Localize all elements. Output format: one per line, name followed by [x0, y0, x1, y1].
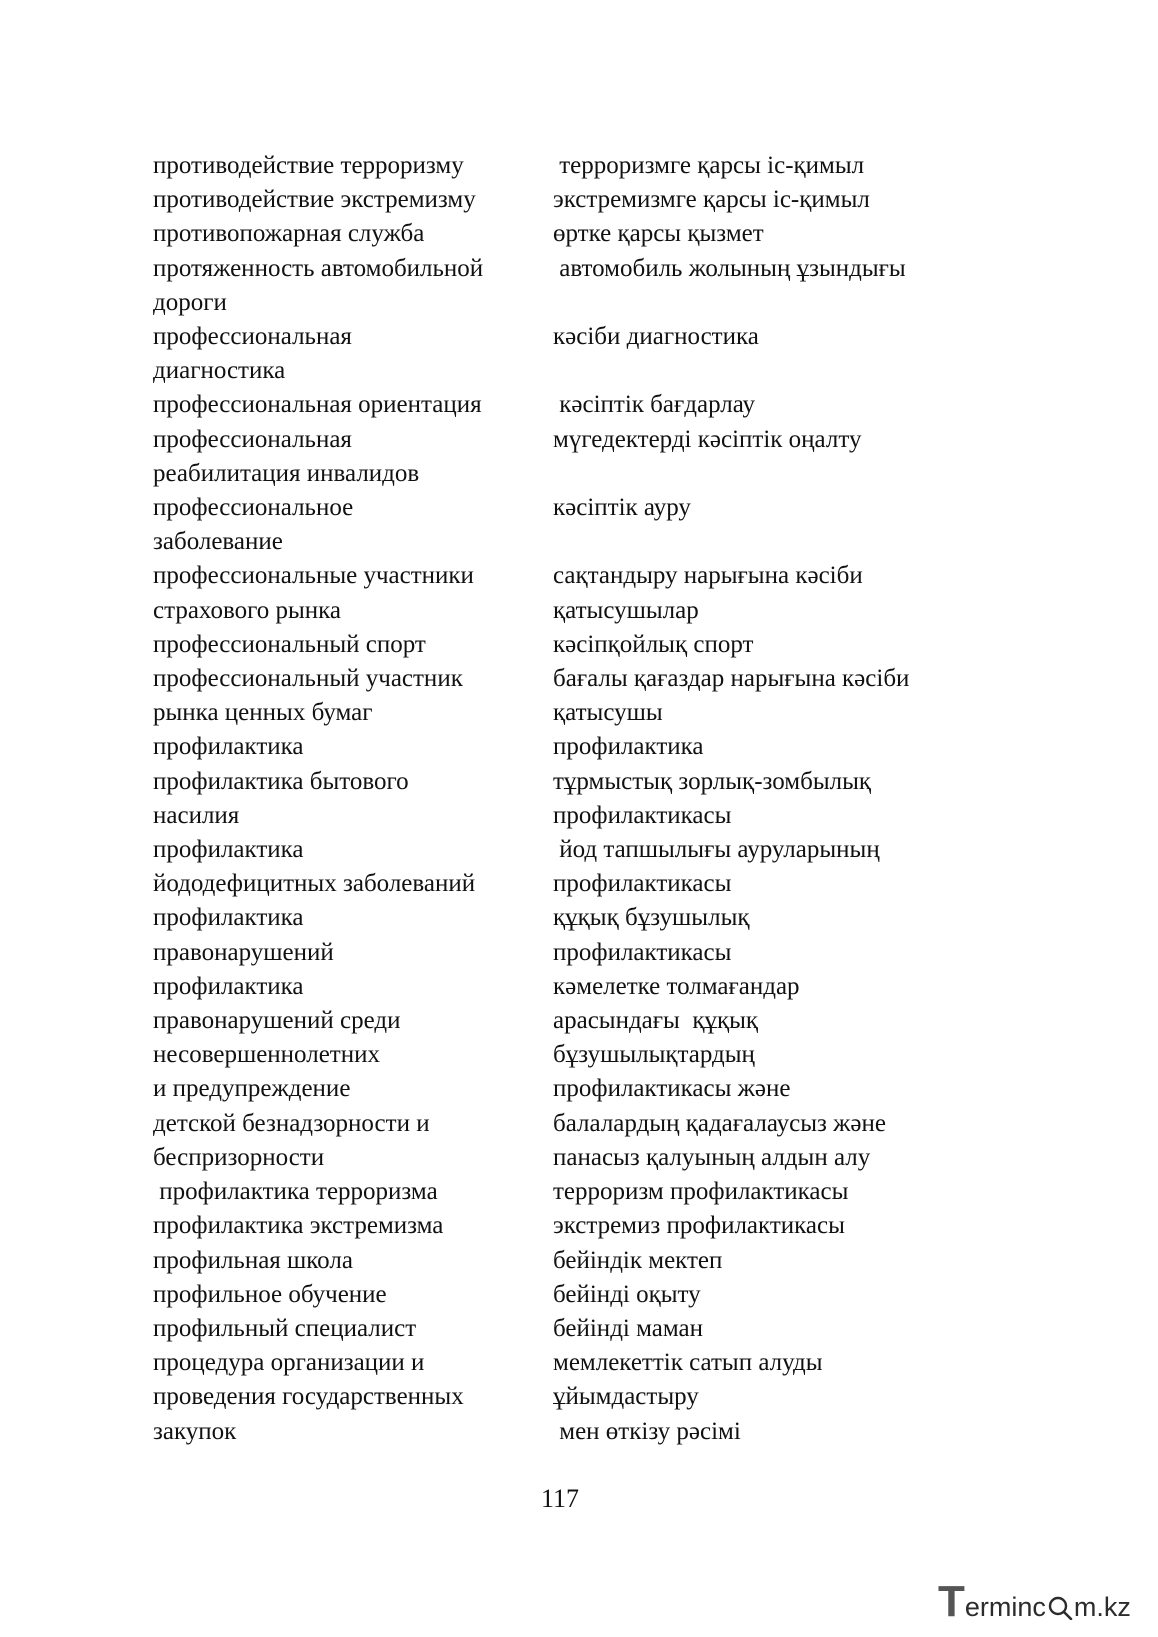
glossary-row — [153, 1038, 983, 1072]
glossary-row — [153, 491, 983, 525]
glossary-row — [153, 1346, 983, 1380]
glossary-row — [153, 1312, 983, 1346]
glossary-row — [153, 662, 983, 696]
glossary-row — [153, 936, 983, 970]
glossary-row — [153, 354, 983, 388]
term-russian: профильный специалист — [153, 1314, 417, 1342]
term-kazakh: профилактикасы — [553, 801, 732, 829]
glossary-row — [153, 628, 983, 662]
term-kazakh: экстремизмге қарсы іс-қимыл — [553, 186, 870, 214]
term-russian: дороги — [153, 288, 227, 316]
term-russian: насилия — [153, 801, 240, 829]
term-russian: и предупреждение — [153, 1075, 351, 1103]
term-russian: профессиональный спорт — [153, 630, 426, 658]
glossary-row — [153, 1244, 983, 1278]
term-kazakh: кәсіптік бағдарлау — [553, 391, 756, 419]
glossary-list — [153, 149, 983, 1449]
term-russian: профилактика — [153, 972, 304, 1000]
glossary-row — [153, 799, 983, 833]
term-kazakh — [553, 286, 983, 320]
term-kazakh: бейінді маман — [553, 1314, 703, 1342]
term-russian: диагностика — [153, 357, 286, 385]
term-kazakh: бейіндік мектеп — [553, 1246, 723, 1274]
term-kazakh: профилактика — [553, 733, 704, 761]
term-kazakh: сақтандыру нарығына кәсіби — [553, 562, 863, 590]
glossary-row — [153, 1107, 983, 1141]
term-russian: профильная школа — [153, 1246, 353, 1274]
term-russian: профилактика — [153, 836, 304, 864]
term-kazakh: бағалы қағаздар нарығына кәсіби — [553, 665, 910, 693]
term-kazakh: автомобиль жолының ұзындығы — [553, 254, 906, 282]
term-russian: страхового рынка — [153, 596, 342, 624]
term-russian: профессиональные участники — [153, 562, 474, 590]
term-russian: протяженность автомобильной — [153, 254, 484, 282]
glossary-row — [153, 388, 983, 422]
term-russian: профилактика бытового — [153, 767, 409, 795]
glossary-row — [153, 320, 983, 354]
term-russian: профилактика терроризма — [153, 1178, 438, 1206]
glossary-row — [153, 765, 983, 799]
term-russian: заболевание — [153, 528, 283, 556]
term-russian: закупок — [153, 1417, 237, 1445]
term-kazakh — [553, 354, 983, 388]
glossary-row — [153, 1278, 983, 1312]
term-russian: профилактика — [153, 904, 304, 932]
term-kazakh: балалардың қадағалаусыз және — [553, 1109, 887, 1137]
term-kazakh — [553, 525, 983, 559]
term-kazakh: терроризм профилактикасы — [553, 1178, 849, 1206]
term-kazakh: профилактикасы және — [553, 1075, 791, 1103]
term-kazakh: қатысушы — [553, 699, 663, 727]
term-kazakh: кәсіптік ауру — [553, 494, 691, 522]
term-russian: беспризорности — [153, 1143, 325, 1171]
term-kazakh: профилактикасы — [553, 870, 732, 898]
glossary-row — [153, 457, 983, 491]
term-kazakh: терроризмге қарсы іс-қимыл — [553, 152, 865, 179]
glossary-row — [153, 286, 983, 320]
glossary-row — [153, 525, 983, 559]
term-russian: детской безнадзорности и — [153, 1109, 430, 1137]
glossary-row — [153, 217, 983, 251]
term-russian: профессиональная — [153, 323, 352, 351]
glossary-row — [153, 833, 983, 867]
term-kazakh: қатысушылар — [553, 596, 699, 624]
term-kazakh: мемлекеттік сатып алуды — [553, 1349, 823, 1377]
term-kazakh — [553, 457, 983, 491]
term-kazakh: тұрмыстық зорлық-зомбылық — [553, 767, 872, 795]
term-russian: профессиональная ориентация — [153, 391, 482, 419]
term-kazakh: панасыз қалуының алдын алу — [553, 1143, 871, 1171]
term-russian: процедура организации и — [153, 1349, 425, 1377]
glossary-row — [153, 252, 983, 286]
term-russian: профильное обучение — [153, 1280, 387, 1308]
term-russian: профилактика — [153, 733, 304, 761]
term-kazakh: кәсіби диагностика — [553, 323, 759, 351]
glossary-row — [153, 1380, 983, 1414]
term-kazakh: бейінді оқыту — [553, 1280, 701, 1308]
term-kazakh: профилактикасы — [553, 938, 732, 966]
glossary-row — [153, 901, 983, 935]
glossary-row — [153, 970, 983, 1004]
term-russian: профилактика экстремизма — [153, 1212, 444, 1240]
term-kazakh: мен өткізу рәсімі — [553, 1417, 741, 1445]
glossary-row — [153, 183, 983, 217]
term-kazakh: құқық бұзушылық — [553, 904, 750, 932]
term-russian: профессиональное — [153, 494, 354, 522]
glossary-row — [153, 1004, 983, 1038]
term-russian: рынка ценных бумаг — [153, 699, 373, 727]
glossary-row — [153, 730, 983, 764]
term-russian: противодействие терроризму — [153, 152, 464, 179]
watermark-text-end: m.kz — [1073, 1592, 1131, 1622]
site-watermark — [938, 1577, 1131, 1626]
term-russian: противодействие экстремизму — [153, 186, 476, 214]
term-russian: противопожарная служба — [153, 220, 425, 248]
term-russian: правонарушений среди — [153, 1007, 401, 1035]
watermark-text — [965, 1592, 1131, 1622]
term-kazakh: бұзушылықтардың — [553, 1041, 755, 1069]
term-russian: реабилитация инвалидов — [153, 459, 420, 487]
term-kazakh: экстремиз профилактикасы — [553, 1212, 845, 1240]
glossary-row — [153, 696, 983, 730]
term-kazakh: мүгедектерді кәсіптік оңалту — [553, 425, 862, 453]
term-russian: несовершеннолетних — [153, 1041, 380, 1069]
term-russian: йододефицитных заболеваний — [153, 870, 476, 898]
term-kazakh: ұйымдастыру — [553, 1383, 699, 1411]
glossary-row — [153, 1175, 983, 1209]
glossary-row — [153, 149, 983, 183]
glossary-row — [153, 867, 983, 901]
glossary-row — [153, 1415, 983, 1449]
glossary-row — [153, 1072, 983, 1106]
term-russian: правонарушений — [153, 938, 334, 966]
glossary-row — [153, 1209, 983, 1243]
glossary-row — [153, 423, 983, 457]
magnifier-icon — [1047, 1594, 1073, 1620]
glossary-row — [153, 559, 983, 593]
watermark-text-start: erminc — [964, 1592, 1046, 1622]
term-russian: профессиональный участник — [153, 665, 463, 693]
term-kazakh: кәмелетке толмағандар — [553, 972, 800, 1000]
term-kazakh: кәсіпқойлық спорт — [553, 630, 754, 658]
term-russian: проведения государственных — [153, 1383, 464, 1411]
glossary-row — [153, 594, 983, 628]
glossary-row — [153, 1141, 983, 1175]
watermark-initial: T — [938, 1577, 965, 1626]
term-kazakh: йод тапшылығы ауруларының — [553, 836, 880, 864]
term-russian: профессиональная — [153, 425, 352, 453]
term-kazakh: өртке қарсы қызмет — [553, 220, 764, 248]
page-number: 117 — [540, 1484, 580, 1513]
term-kazakh: арасындағы құқық — [553, 1007, 759, 1035]
